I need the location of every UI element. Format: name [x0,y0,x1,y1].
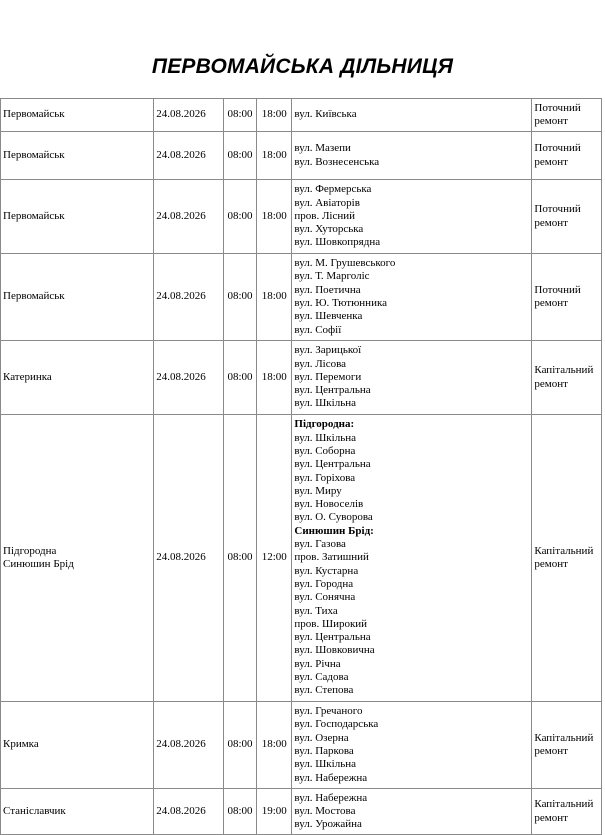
end-time-cell: 18:00 [257,99,292,132]
street-name: вул. Господарська [294,718,379,731]
street-name: вул. Шовкопрядна [294,236,381,249]
settlement-name: Первомайськ [3,148,65,161]
street-name: вул. Фермерська [294,183,372,196]
settlement-name: Кримка [3,738,39,751]
street-name: вул. Газова [294,538,346,551]
street-name: пров. Затишний [294,551,369,564]
schedule-table-body [1,99,602,835]
street-name: вул. Шкільна [294,397,356,410]
street-name: вул. Центральна [294,384,371,397]
street-name: вул. Степова [294,684,354,697]
settlement-cell [1,254,154,341]
streets-cell [292,180,532,254]
table-row [1,341,602,415]
settlement-group-heading: Підгородна: [294,418,355,431]
end-time-cell: 18:00 [257,341,292,415]
start-time-cell: 08:00 [223,180,256,254]
settlement-name: Катеринка [3,370,52,383]
start-time-cell: 08:00 [223,789,256,835]
settlement-name: Первомайськ [3,108,65,121]
street-name: вул. Шкільна [294,431,356,444]
streets-cell [292,99,532,132]
street-name: вул. Тиха [294,604,338,617]
repair-type-cell: Капітальний ремонт [532,341,602,415]
street-name: вул. Т. Марголіс [294,270,370,283]
street-name: пров. Широкий [294,617,368,630]
table-row [1,702,602,789]
street-name: вул. Зарицької [294,344,362,357]
start-time-cell: 08:00 [223,341,256,415]
settlement-name: Станіславчик [3,804,66,817]
start-time-cell: 08:00 [223,254,256,341]
street-name: вул. Поетична [294,283,361,296]
table-row [1,789,602,835]
settlement-cell [1,341,154,415]
street-name: вул. Набережна [294,791,368,804]
settlement-cell [1,132,154,180]
repair-type-cell: Капітальний ремонт [532,789,602,835]
streets-cell [292,254,532,341]
date-cell: 24.08.2026 [154,415,224,702]
end-time-cell: 18:00 [257,254,292,341]
street-name: вул. Софії [294,323,342,336]
repair-type-cell: Поточний ремонт [532,180,602,254]
date-cell: 24.08.2026 [154,180,224,254]
repair-type-cell: Капітальний ремонт [532,415,602,702]
settlement-group-heading: Синюшин Брід: [294,524,374,537]
streets-cell [292,415,532,702]
start-time-cell: 08:00 [223,132,256,180]
street-name: вул. Сонячна [294,591,356,604]
date-cell: 24.08.2026 [154,254,224,341]
table-row [1,180,602,254]
date-cell: 24.08.2026 [154,789,224,835]
street-name: вул. Шовковична [294,644,375,657]
settlement-cell [1,415,154,702]
street-name: вул. М. Грушевського [294,257,396,270]
street-name: вул. Київська [294,108,357,121]
street-name: вул. Мазепи [294,142,351,155]
settlement-name: Первомайськ [3,290,65,303]
settlement-cell [1,789,154,835]
streets-cell [292,341,532,415]
date-cell: 24.08.2026 [154,341,224,415]
settlement-name: Синюшин Брід [3,558,74,570]
street-name: вул. Горіхова [294,471,356,484]
street-name: вул. Центральна [294,631,371,644]
street-name: вул. Мостова [294,804,356,817]
street-name: вул. Річна [294,657,341,670]
settlement-cell [1,99,154,132]
settlement-name: Первомайськ [3,209,65,222]
street-name: вул. Новоселів [294,498,364,511]
table-row [1,254,602,341]
end-time-cell: 18:00 [257,180,292,254]
settlement-cell [1,702,154,789]
street-name: вул. Набережна [294,771,368,784]
street-name: вул. Соборна [294,444,356,457]
street-name: вул. Лісова [294,357,347,370]
table-row [1,415,602,702]
end-time-cell: 18:00 [257,702,292,789]
start-time-cell: 08:00 [223,99,256,132]
table-row [1,99,602,132]
street-name: вул. Садова [294,671,349,684]
street-name: вул. О. Суворова [294,511,373,524]
streets-cell [292,789,532,835]
repair-type-cell: Поточний ремонт [532,99,602,132]
street-name: вул. Ю. Тютюнника [294,297,388,309]
street-name: вул. Шкільна [294,758,356,771]
street-name: вул. Кустарна [294,564,359,577]
street-name: вул. Хуторська [294,223,364,236]
street-name: вул. Перемоги [294,370,362,383]
end-time-cell: 19:00 [257,789,292,835]
street-name: пров. Лісний [294,209,356,222]
street-name: вул. Шевченка [294,310,363,323]
street-name: вул. Центральна [294,458,371,471]
settlement-name: Підгородна [3,544,57,557]
street-name: вул. Вознесенська [294,155,380,168]
repair-type-cell: Поточний ремонт [532,254,602,341]
street-name: вул. Озерна [294,731,349,744]
repair-type-cell: Капітальний ремонт [532,702,602,789]
street-name: вул. Миру [294,484,342,497]
street-name: вул. Городна [294,577,354,590]
end-time-cell: 12:00 [257,415,292,702]
settlement-cell [1,180,154,254]
date-cell: 24.08.2026 [154,132,224,180]
page-title: ПЕРВОМАЙСЬКА ДІЛЬНИЦЯ [151,55,454,78]
table-row [1,132,602,180]
repair-type-cell: Поточний ремонт [532,132,602,180]
streets-cell [292,132,532,180]
streets-cell [292,702,532,789]
street-name: вул. Авіаторів [294,196,360,209]
end-time-cell: 18:00 [257,132,292,180]
street-name: вул. Гречаного [294,705,363,718]
start-time-cell: 08:00 [223,702,256,789]
street-name: вул. Урожайна [294,818,362,831]
street-name: вул. Паркова [294,745,354,757]
start-time-cell: 08:00 [223,415,256,702]
schedule-table [0,98,602,835]
date-cell: 24.08.2026 [154,99,224,132]
date-cell: 24.08.2026 [154,702,224,789]
